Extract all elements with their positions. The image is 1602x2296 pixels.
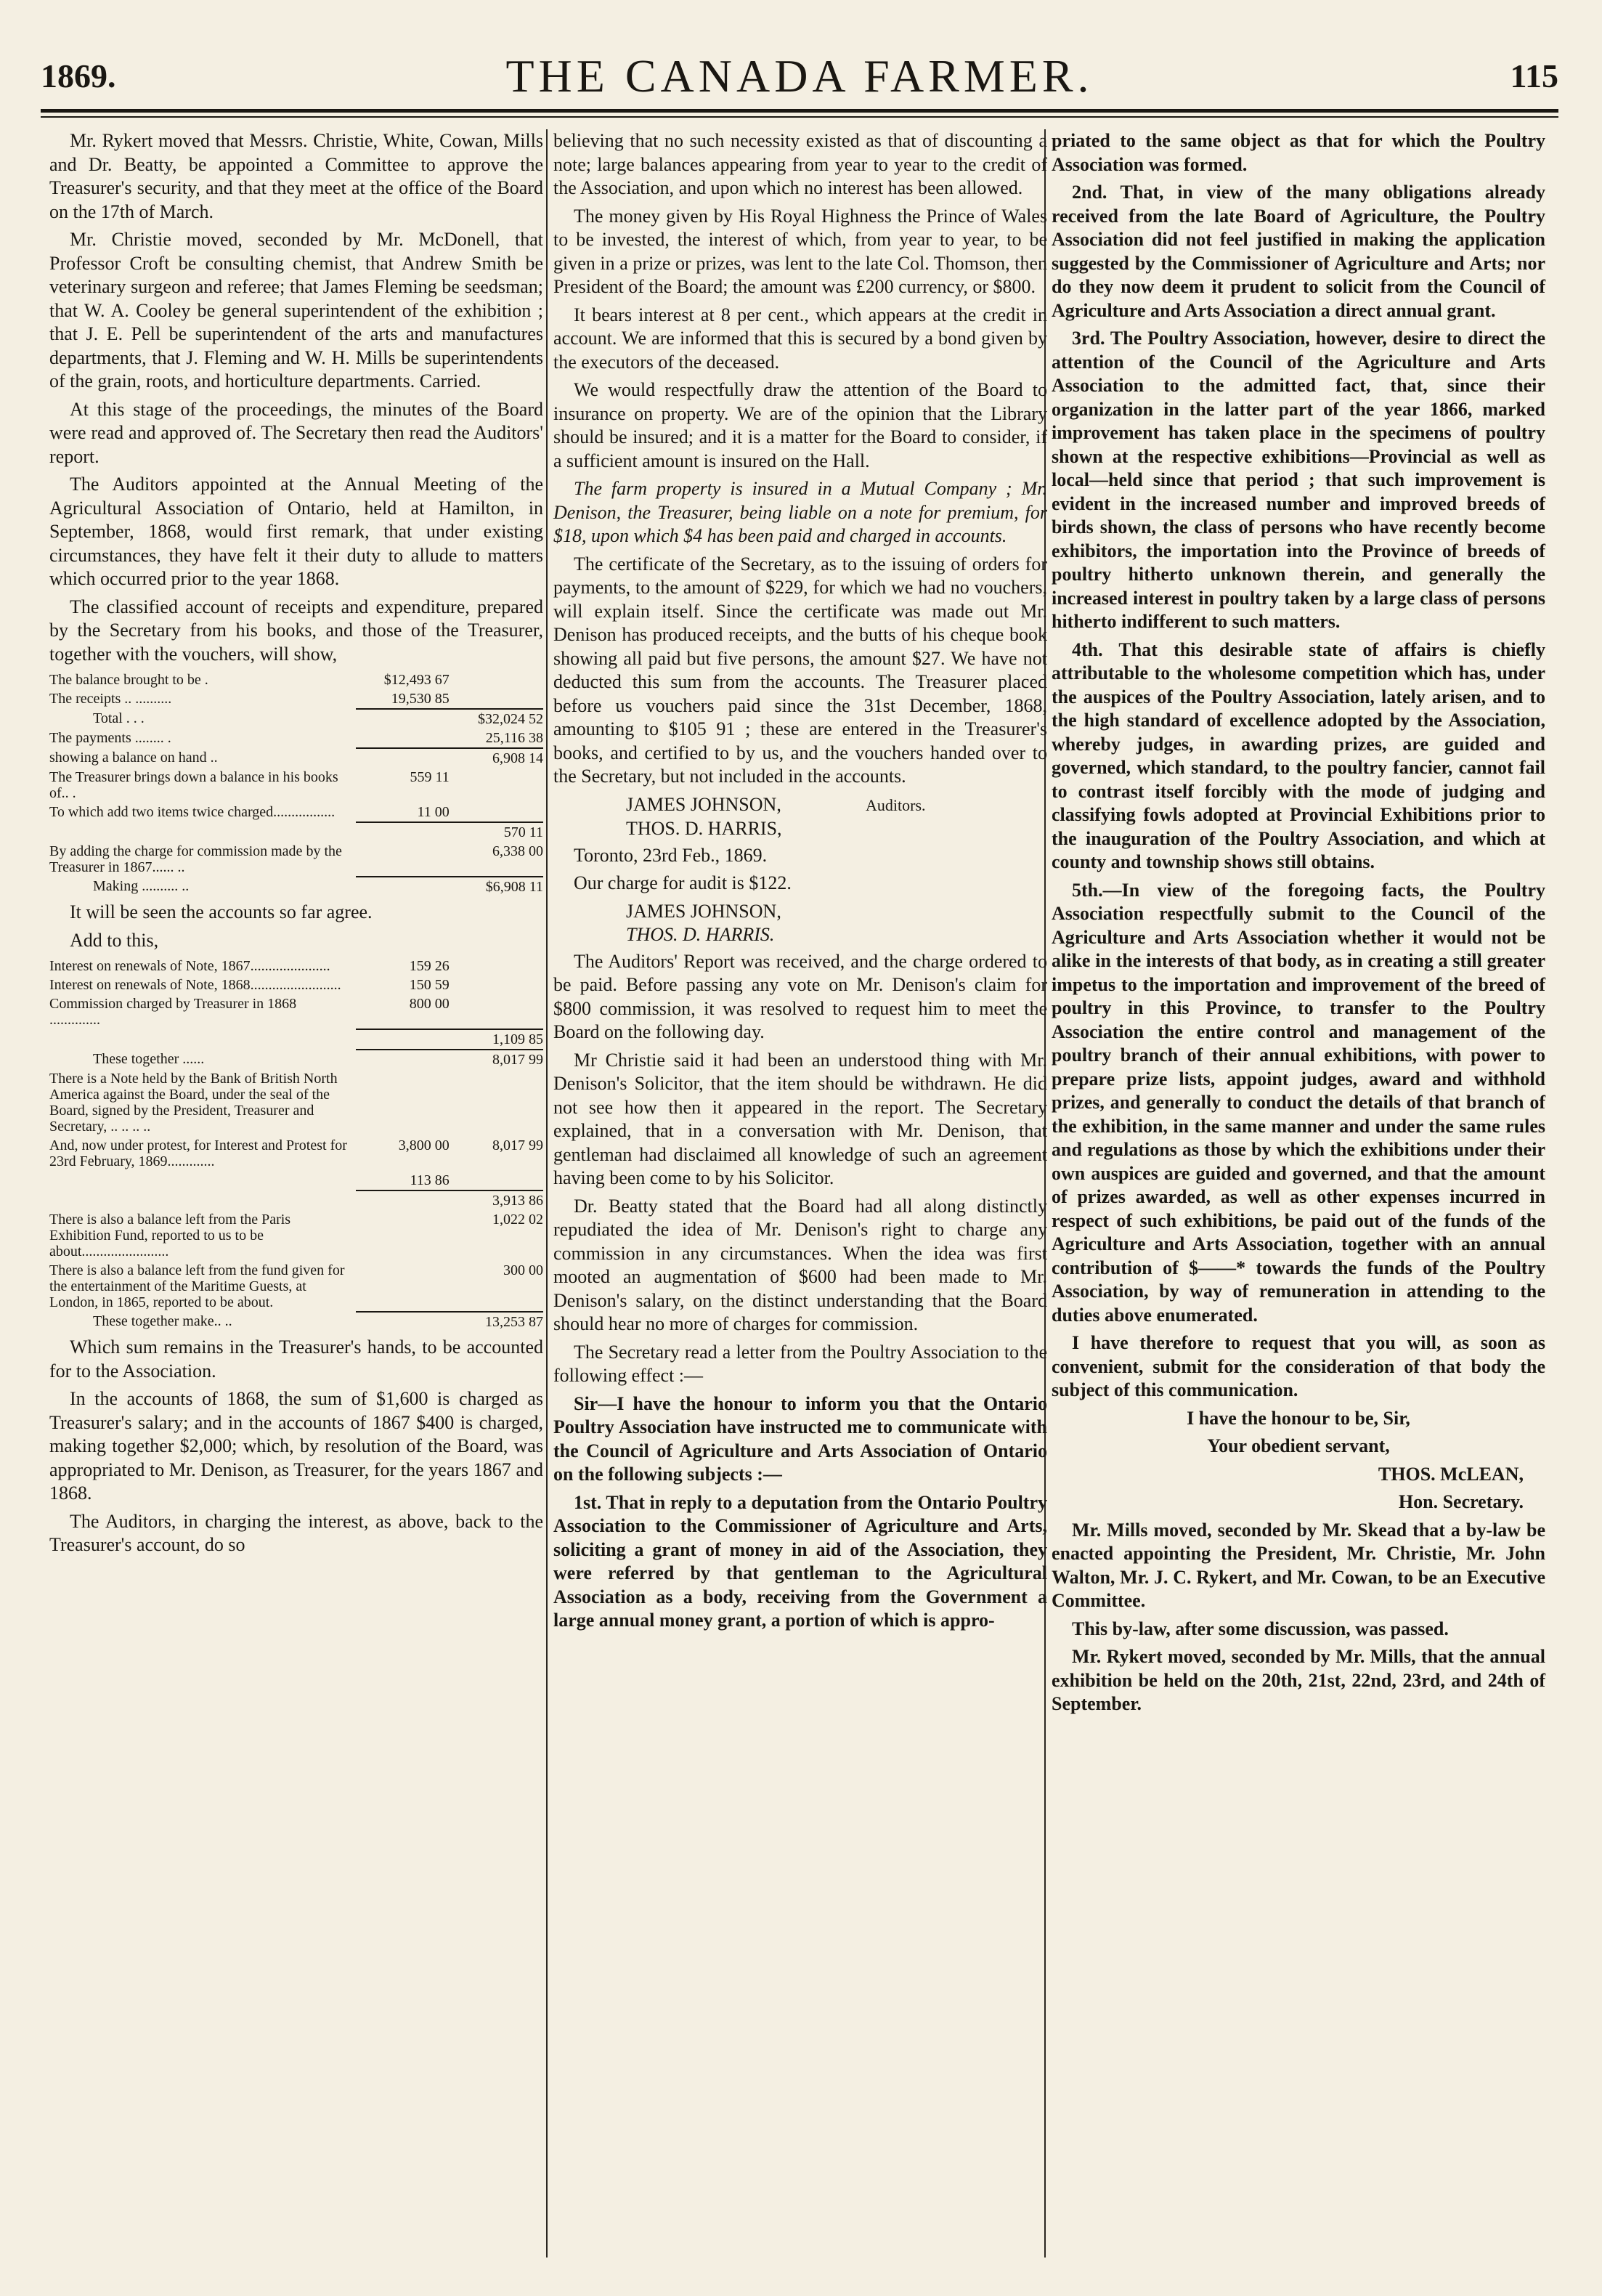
table-row <box>49 1312 543 1331</box>
row-amount <box>356 1069 450 1136</box>
row-amount: 150 59 <box>409 977 450 993</box>
row-amount <box>356 1050 450 1069</box>
row-total: 1,109 85 <box>450 1029 543 1050</box>
column-divider-1 <box>546 129 548 2258</box>
paragraph: The Auditors' Report was received, and the charge ordered to be paid. Before passing any vote on Mr. Denison's claim for $800 commission, it was resolved to request him to meet the Board on the following day. <box>553 950 1047 1042</box>
paragraph: Mr. Rykert moved, seconded by Mr. Mills, that the annual exhibition be held on the 20th, 21st, 22nd, 23rd, and 24th of September. <box>1052 1646 1545 1714</box>
table-row <box>49 670 543 689</box>
paragraph: In the accounts of 1868, the sum of $1,600 is charged as Treasurer's salary; and in the accounts of 1867 $400 is charged, making together $2,000; which, by resolution of the Board, was appropriated to Mr. Denison, as Treasurer, for the years 1867 and 1868. <box>49 1388 543 1504</box>
masthead-rule-thin <box>41 116 1558 118</box>
paragraph: Which sum remains in the Treasurer's hands, to be accounted for to the Association. <box>49 1336 543 1382</box>
letter-paragraph: 5th.—In view of the foregoing facts, the Poultry Association respectfully submit to the Council of the Agriculture and Arts Association whether it would not be alike in the interests of that body, as in creating a still greater impetus to the importation and improvement of the breed of poultry in this Province, to transfer to the Poultry Association the entire control and management of the poultry branch of their annual exhibitions, with power to prepare prize lists, appoint judges, award and withhold prizes, and generally to conduct the details of that branch of the exhibition, in the same manner and under the same rules and regulations as those by which the exhibitions under their own auspices are guided and governed, and that the amount of prizes awarded, as well as other expenses incurred in respect of such exhibitions, be paid out of the funds of the Agriculture and Arts Association, together with an annual contribution of $——* towards the funds of the Poultry Association, by way of remuneration in attending to the duties above enumerated. <box>1052 879 1545 1326</box>
table-row <box>49 1210 543 1261</box>
row-amount: 19,530 85 <box>391 691 450 707</box>
row-total: 1,022 02 <box>492 1212 543 1228</box>
row-label: showing a balance on hand .. <box>49 750 218 766</box>
row-total <box>450 689 543 709</box>
row-total: 3,913 86 <box>450 1190 543 1210</box>
row-label: There is also a balance left from the fund given for the entertainment of the Maritime Guests, at London, in 1865, reported to be about. <box>49 1262 345 1310</box>
row-amount: 113 86 <box>410 1172 450 1188</box>
row-amount <box>356 748 450 768</box>
letter-closing: Your obedient servant, <box>1207 1435 1390 1456</box>
table-row <box>49 975 543 994</box>
table-row <box>49 748 543 768</box>
letter-paragraph: priated to the same object as that for which the Poultry Association was formed. <box>1052 130 1545 175</box>
paragraph: The money given by His Royal Highness the Prince of Wales to be invested, the interest of which, from year to year, to be given in a prize or prizes, was lent to the late Col. Thomson, then President of the Board; the amount was £200 currency, or $800. <box>553 205 1047 297</box>
row-amount <box>356 1261 450 1312</box>
table-row <box>49 729 543 748</box>
row-amount: 11 00 <box>417 804 450 820</box>
row-label: The balance brought to be . <box>49 672 208 688</box>
paragraph: The classified account of receipts and expenditure, prepared by the Secretary from his books, and those of the Treasurer, together with the vouchers, will show, <box>49 596 543 665</box>
table-row <box>49 877 543 896</box>
letter-signer: THOS. McLEAN, <box>1378 1463 1524 1485</box>
paragraph: Mr. Mills moved, seconded by Mr. Skead that a by-law be enacted appointing the President, Mr. Christie, Mr. John Walton, Mr. J. C. Rykert, and Mr. Cowan, to be an Executive Committee. <box>1052 1519 1545 1611</box>
letter-paragraph: Sir—I have the honour to inform you that the Ontario Poultry Association have instructed me to communicate with the Council of Agriculture and Arts Association of Ontario on the following subjects :— <box>553 1392 1047 1485</box>
paragraph: Mr. Rykert moved that Messrs. Christie, White, Cowan, Mills and Dr. Beatty, be appointed a Committee to approve the Treasurer's security, and that they meet at the office of the Board on the 17th of March. <box>49 130 543 222</box>
row-total <box>450 1171 543 1190</box>
row-total <box>450 957 543 975</box>
masthead-rule-thick <box>41 109 1558 113</box>
row-amount: 3,800 00 <box>398 1137 450 1153</box>
row-label: To which add two items twice charged................. <box>49 804 336 820</box>
row-amount <box>356 709 450 729</box>
auditors-signature-block-2 <box>553 900 1047 947</box>
paragraph: The Auditors appointed at the Annual Meeting of the Agricultural Association of Ontario, held at Hamilton, in September, 1868, would first remark, that under existing circumstances, they have felt it their duty to allude to matters which occurred prior to the year 1868. <box>49 474 543 589</box>
row-total <box>450 768 543 803</box>
row-amount: 559 11 <box>410 769 450 785</box>
row-label: Commission charged by Treasurer in 1868 .............. <box>49 996 297 1028</box>
table-row <box>49 957 543 975</box>
row-amount: $12,493 67 <box>383 672 450 688</box>
table-row <box>49 1050 543 1069</box>
newspaper-title: THE CANADA FARMER. <box>505 50 1094 102</box>
row-label: These together make.. .. <box>93 1313 232 1329</box>
paragraph: At this stage of the proceedings, the minutes of the Board were read and approved of. The Secretary then read the Auditors' report. <box>49 398 543 467</box>
row-total: 8,017 99 <box>492 1137 543 1153</box>
signature-name: THOS. D. HARRIS. <box>626 924 775 945</box>
row-amount: 159 26 <box>409 958 450 974</box>
row-amount <box>356 1312 450 1331</box>
row-label <box>49 1190 356 1210</box>
signature-name: THOS. D. HARRIS, <box>626 818 782 839</box>
row-label <box>49 822 356 842</box>
signature-name: JAMES JOHNSON, <box>626 793 781 815</box>
letter-paragraph: 1st. That in reply to a deputation from the Ontario Poultry Association to the Commissioner of Agriculture and Arts, soliciting a grant of money in aid of the Association, they were referred by that gentleman to the Agricultural Association as a body, receiving from the Government a large annual money grant, a portion of which is appro- <box>553 1491 1047 1631</box>
row-amount <box>356 877 450 896</box>
paragraph: It will be seen the accounts so far agree. <box>70 901 373 922</box>
row-label: There is also a balance left from the Paris Exhibition Fund, reported to us to be about........................ <box>49 1212 291 1259</box>
table-row <box>49 822 543 842</box>
row-total <box>450 975 543 994</box>
row-label: The Treasurer brings down a balance in his books of.. . <box>49 769 338 801</box>
table-row <box>49 1261 543 1312</box>
row-amount <box>356 729 450 748</box>
table-row <box>49 842 543 877</box>
row-amount: 800 00 <box>409 996 450 1012</box>
row-total: 8,017 99 <box>450 1050 543 1069</box>
paragraph: Add to this, <box>70 929 159 951</box>
paragraph: Mr Christie said it had been an understood thing with Mr. Denison's Solicitor, that the item should be withdrawn. He did not see how then it appeared in the report. The Secretary explained, that in a conversation with Mr. Denison, that gentleman had disclaimed all knowledge of such an agreement having been come to by his Solicitor. <box>553 1049 1047 1188</box>
letter-paragraph: 2nd. That, in view of the many obligations already received from the late Board of Agriculture, the Poultry Association did not feel justified in making the application suggested by the Commissioner of Agriculture and Arts; nor do they now deem it prudent to solicit from the Council of Agriculture and Arts Association a direct annual grant. <box>1052 182 1545 321</box>
table-row <box>49 689 543 709</box>
table-row <box>49 1136 543 1171</box>
signature-role: Auditors. <box>866 795 926 814</box>
row-total: 570 11 <box>450 822 543 842</box>
table-row <box>49 768 543 803</box>
row-amount <box>356 1029 450 1050</box>
paragraph: It bears interest at 8 per cent., which appears at the credit in account. We are informed that this is secured by a bond given by the executors of the deceased. <box>553 304 1047 373</box>
row-total <box>450 670 543 689</box>
row-label: The receipts .. .......... <box>49 691 172 707</box>
row-label: The payments ........ . <box>49 730 171 746</box>
page-number: 115 <box>1510 57 1558 94</box>
row-total: 300 00 <box>503 1262 543 1278</box>
auditors-signature-block <box>553 793 1047 841</box>
table-row <box>49 994 543 1029</box>
paragraph: believing that no such necessity existed as that of discounting a note; large balances appearing from year to year to the credit of the Association, and upon which no interest has been allowed. <box>553 130 1047 198</box>
row-total: $32,024 52 <box>450 709 543 729</box>
issue-year: 1869. <box>41 57 116 94</box>
signature-name: JAMES JOHNSON, <box>626 900 781 922</box>
dateline: Toronto, 23rd Feb., 1869. <box>574 844 768 866</box>
row-total <box>450 1069 543 1136</box>
row-total <box>450 994 543 1029</box>
row-amount <box>356 1210 450 1261</box>
row-total: 13,253 87 <box>450 1312 543 1331</box>
paragraph: Mr. Christie moved, seconded by Mr. McDonell, that Professor Croft be consulting chemist, that Andrew Smith be veterinary surgeon and referee; that James Fleming be seedsman; that W. A. Cooley be general superintendent of the exhibition ; that J. E. Pell be superintendent of the arts and manufactures departments, that J. Fleming and W. H. Mills be superintendents of the grain, roots, and horticulture departments. Carried. <box>49 229 543 392</box>
row-label: And, now under protest, for Interest and Protest for 23rd February, 1869............. <box>49 1137 347 1169</box>
row-label: Interest on renewals of Note, 1868......................... <box>49 977 341 993</box>
row-label: Total . . . <box>93 710 145 726</box>
row-total: 25,116 38 <box>485 730 543 746</box>
row-total <box>450 803 543 822</box>
row-label: These together ...... <box>93 1051 205 1067</box>
row-label: Interest on renewals of Note, 1867...................... <box>49 958 330 974</box>
row-amount <box>356 842 450 877</box>
table-row <box>49 803 543 822</box>
table-row <box>49 1171 543 1190</box>
paragraph: The farm property is insured in a Mutual Company ; Mr. Denison, the Treasurer, being liable on a note for premium, for $18, upon which $4 has been paid and charged in accounts. <box>553 478 1047 546</box>
paragraph: Our charge for audit is $122. <box>574 872 792 893</box>
paragraph: The Secretary read a letter from the Poultry Association to the following effect :— <box>553 1341 1047 1386</box>
paragraph: The Auditors, in charging the interest, as above, back to the Treasurer's account, do so <box>49 1510 543 1555</box>
letter-paragraph: 4th. That this desirable state of affairs is chiefly attributable to the wholesome competition which has, under the auspices of the Poultry Association, lately arisen, and to the high standard of excellence adopted by the Association, whereby judges, in awarding prizes, are guided and governed, which standard, to the poultry fancier, cannot fail to contrast itself forcibly with the mode of judging and classifying fowls adopted at Provincial Exhibitions prior to the inauguration of the Poultry Association, and which at county and township shows still obtains. <box>1052 638 1545 872</box>
row-amount <box>356 1190 450 1210</box>
row-label <box>49 1171 356 1190</box>
row-label: By adding the charge for commission made by the Treasurer in 1867...... .. <box>49 843 342 875</box>
paragraph: Dr. Beatty stated that the Board had all along distinctly repudiated the idea of Mr. Denison's right to charge any commission in any circumstances. When the idea was first mooted an augmentation of $600 had been made to Mr. Denison's salary, on the distinct understanding that the Board should hear no more of charges for commission. <box>553 1195 1047 1334</box>
letter-signer-role: Hon. Secretary. <box>1398 1491 1524 1512</box>
letter-paragraph: I have therefore to request that you will, as soon as convenient, submit for the consideration of that body the subject of this communication. <box>1052 1332 1545 1400</box>
table-row <box>49 709 543 729</box>
letter-closing: I have the honour to be, Sir, <box>1187 1407 1410 1429</box>
table-row <box>49 1069 543 1136</box>
row-total: $6,908 11 <box>450 877 543 896</box>
masthead <box>41 35 1558 115</box>
paragraph: The certificate of the Secretary, as to the issuing of orders for payments, to the amount of $229, for which we had no vouchers, will explain itself. Since the certificate was made out Mr. Denison has produced receipts, and the butts of his cheque book showing all paid but five persons, the amount $27. We have not deducted this sum from the accounts. The Treasurer placed before us vouchers paid since the 31st December, 1868, amounting to $105 91 ; these are entered in the Treasurer's books, and certified to by us, and the vouchers handed over to the Secretary, but not included in the accounts. <box>553 553 1047 787</box>
row-label: Making .......... .. <box>93 878 190 894</box>
row-total: 6,908 14 <box>450 748 543 768</box>
paragraph: We would respectfully draw the attention of the Board to insurance on property. We are of the opinion that the Library should be insured; and it is a matter for the Board to consider, if a sufficient amount is insured on the Hall. <box>553 379 1047 471</box>
column-1 <box>49 129 543 2265</box>
letter-paragraph: 3rd. The Poultry Association, however, desire to direct the attention of the Council of the Agriculture and Arts Association to the admitted fact, that, since their organization in the latter part of the year 1866, marked improvement has taken place in the specimens of poultry shown at the respective exhibitions—Provincial as well as local—held since that period ; that such improvement is evident in the increased number and improved breeds of birds shown, the class of persons who have recently become exhibitors, the importation into the Province of breeds of poultry hitherto unknown therein, and generally the increased interest in poultry taken by a large class of persons hitherto indifferent to such matters. <box>1052 328 1545 632</box>
row-total: 6,338 00 <box>492 843 543 859</box>
accounts-table-1 <box>49 670 543 896</box>
column-3 <box>1052 129 1545 2265</box>
column-2 <box>553 129 1047 2265</box>
row-label: There is a Note held by the Bank of British North America against the Board, under the seal of the Board, signed by the President, Treasurer and Secretary, .. .. .. .. <box>49 1071 338 1135</box>
table-row <box>49 1029 543 1050</box>
paragraph: This by-law, after some discussion, was passed. <box>1072 1618 1449 1639</box>
accounts-table-2 <box>49 957 543 1331</box>
row-amount <box>356 822 450 842</box>
row-label <box>49 1029 356 1050</box>
table-row <box>49 1190 543 1210</box>
